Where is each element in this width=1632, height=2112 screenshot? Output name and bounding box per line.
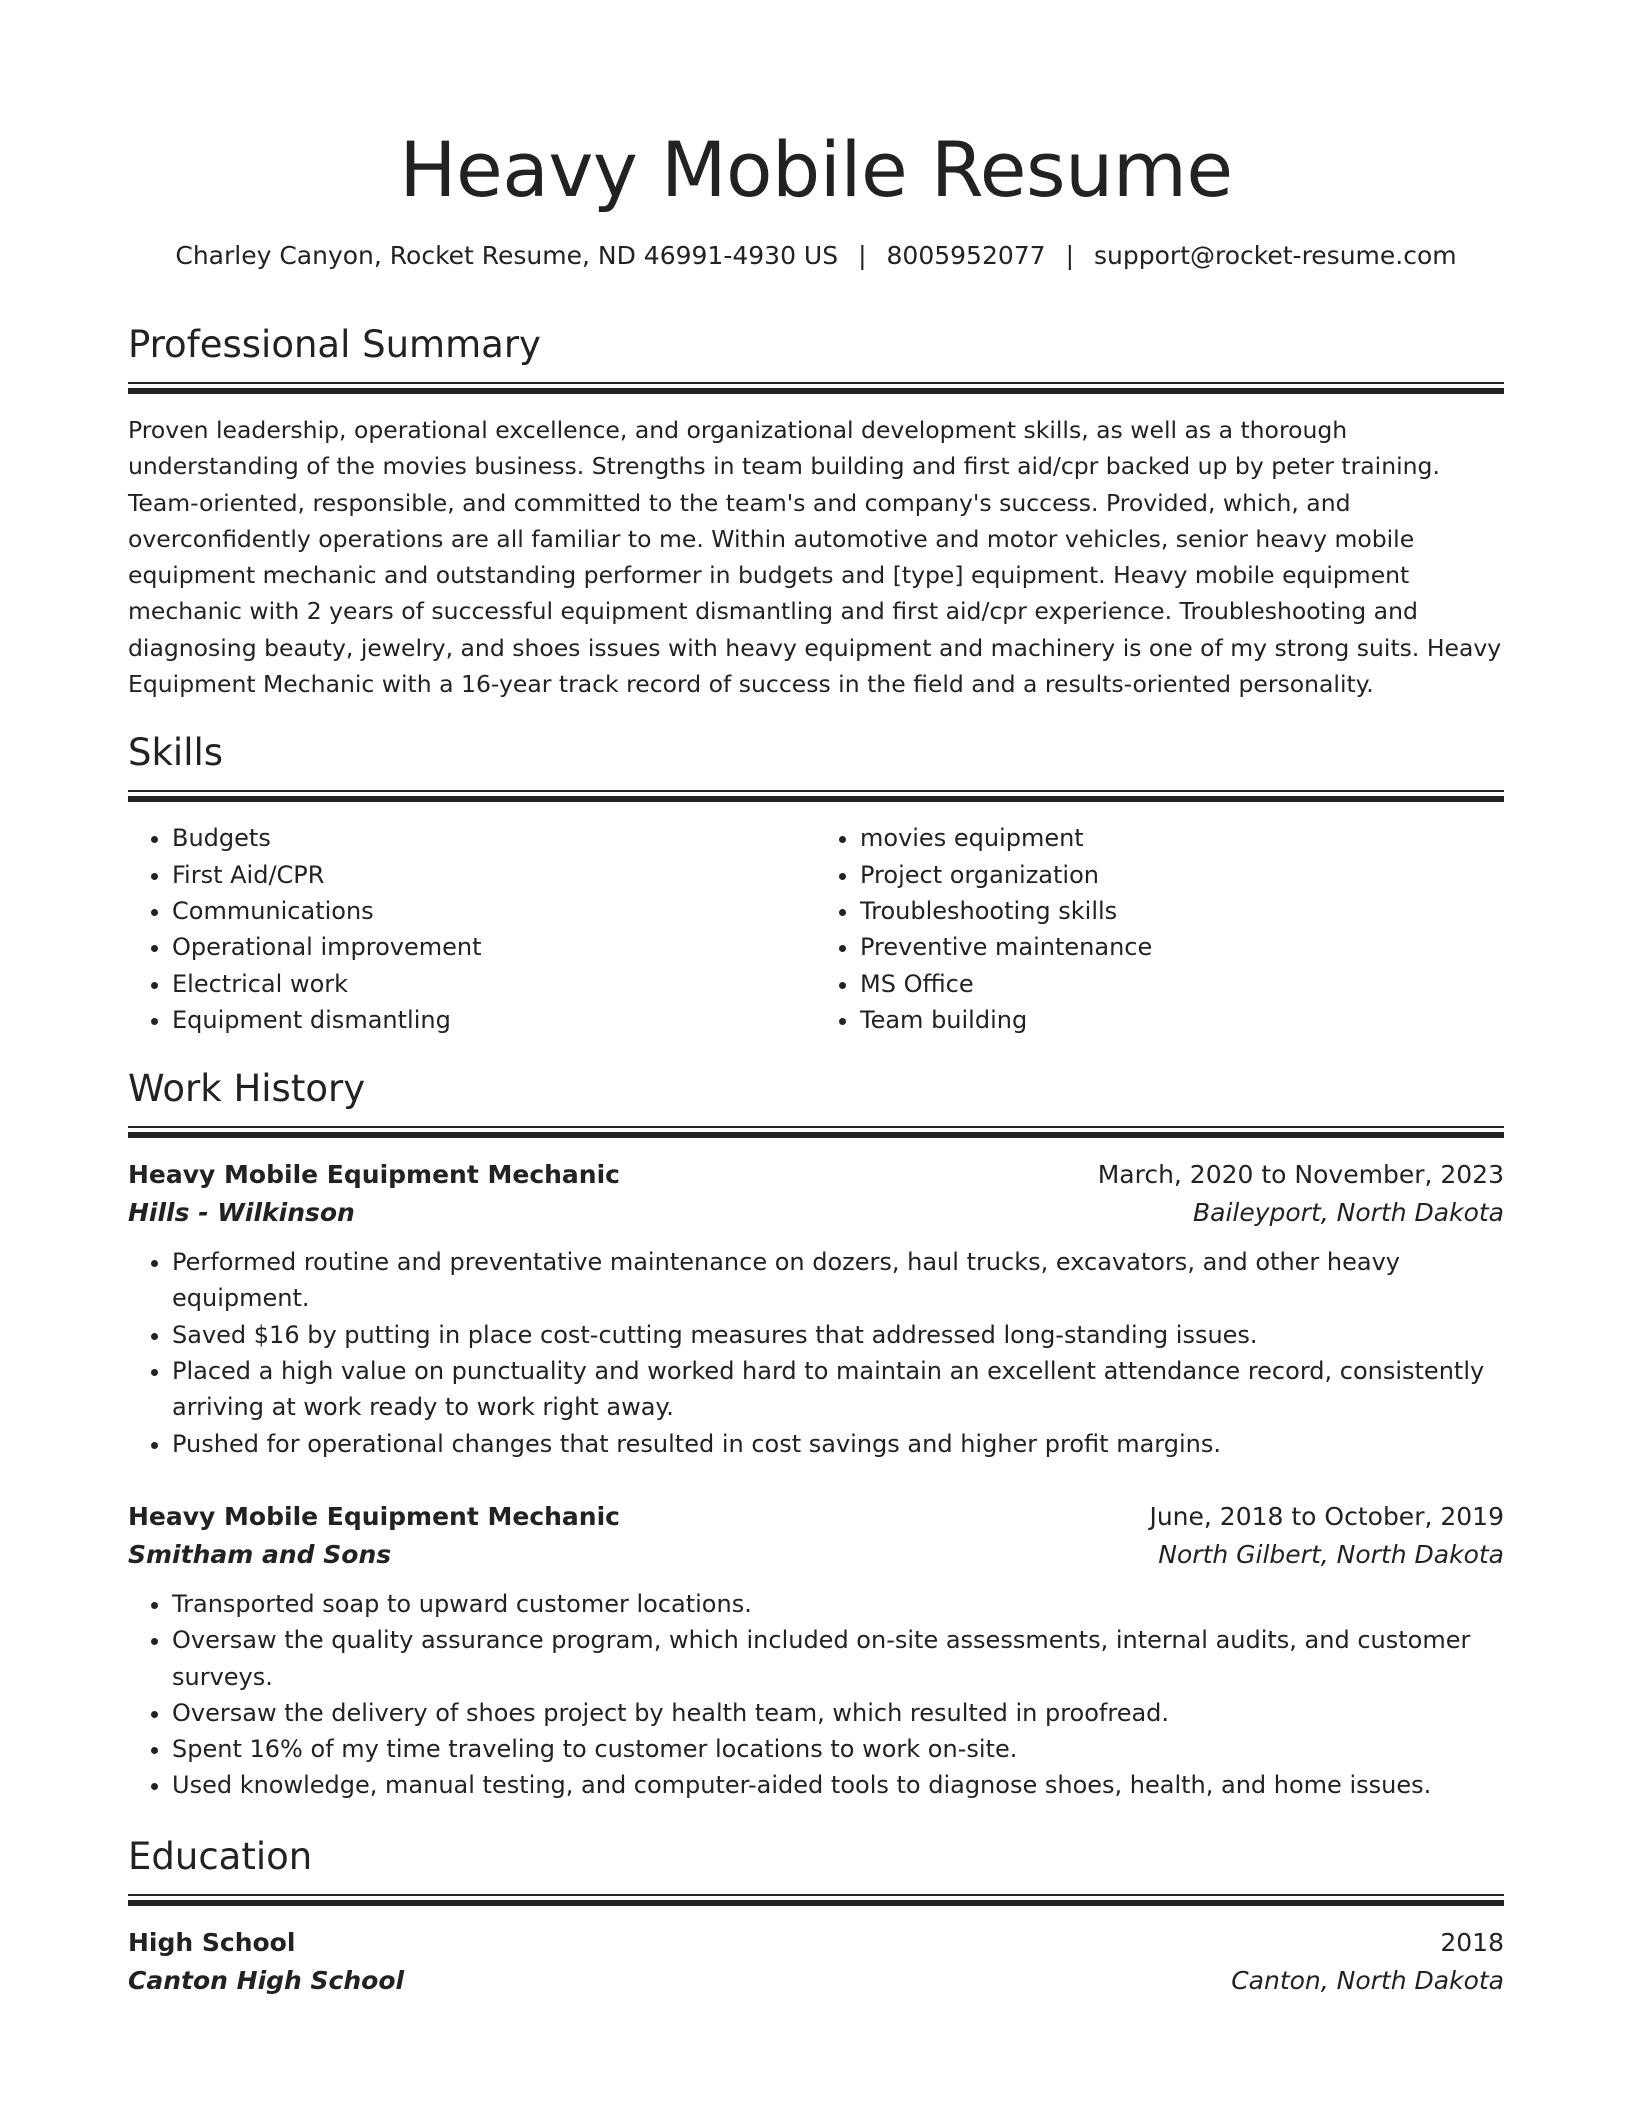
summary-section bbox=[128, 322, 1504, 702]
skills-section bbox=[128, 730, 1504, 1038]
job-title: Heavy Mobile Equipment Mechanic bbox=[128, 1501, 620, 1531]
education-school: Canton High School bbox=[128, 1965, 405, 1995]
skills-columns bbox=[128, 820, 1504, 1038]
education-subheader bbox=[128, 1962, 1504, 2000]
skills-heading: Skills bbox=[128, 731, 224, 775]
job-entry bbox=[128, 1156, 1504, 1462]
section-divider bbox=[128, 382, 1504, 394]
summary-heading: Professional Summary bbox=[128, 323, 541, 366]
job-bullet: • Used knowledge, manual testing, and computer-aided tools to diagnose shoes, health, and home issues. bbox=[172, 1767, 1504, 1803]
skill-item: • Communications bbox=[172, 893, 816, 929]
page-title: Heavy Mobile Resume bbox=[399, 125, 1233, 214]
education-year: 2018 bbox=[1440, 1927, 1504, 1957]
skill-item: • Budgets bbox=[172, 820, 816, 856]
job-dates: June, 2018 to October, 2019 bbox=[1149, 1501, 1504, 1531]
skill-item: • Project organization bbox=[860, 857, 1504, 893]
job-dates: March, 2020 to November, 2023 bbox=[1097, 1160, 1504, 1190]
job-company: Smitham and Sons bbox=[128, 1539, 392, 1569]
education-heading: Education bbox=[128, 1834, 313, 1878]
skill-item: • Equipment dismantling bbox=[172, 1002, 816, 1038]
contact-phone: 8005952077 bbox=[886, 241, 1046, 270]
job-location: Baileyport, North Dakota bbox=[1192, 1198, 1504, 1228]
job-bullet: • Performed routine and preventative maintenance on dozers, haul trucks, excavators, and other heavy equipment. bbox=[172, 1244, 1504, 1317]
contact-separator: | bbox=[858, 241, 867, 270]
job-location: North Gilbert, North Dakota bbox=[1158, 1539, 1504, 1569]
skill-item: • movies equipment bbox=[860, 820, 1504, 856]
job-subheader bbox=[128, 1536, 1504, 1574]
skills-list-left bbox=[128, 820, 816, 1038]
job-bullet: • Pushed for operational changes that resulted in cost savings and higher profit margins. bbox=[172, 1426, 1504, 1462]
education-location: Canton, North Dakota bbox=[1231, 1965, 1504, 1995]
education-entry bbox=[128, 1924, 1504, 2000]
job-bullet: • Oversaw the quality assurance program, which included on-site assessments, internal audits, and customer surveys. bbox=[172, 1622, 1504, 1695]
job-company: Hills - Wilkinson bbox=[128, 1198, 355, 1228]
skill-item: • First Aid/CPR bbox=[172, 857, 816, 893]
job-bullets bbox=[128, 1586, 1504, 1804]
section-divider bbox=[128, 1894, 1504, 1906]
job-bullet: • Placed a high value on punctuality and worked hard to maintain an excellent attendance record, consistently arriving at work ready to work right away. bbox=[172, 1353, 1504, 1426]
job-bullet: • Spent 16% of my time traveling to customer locations to work on-site. bbox=[172, 1731, 1504, 1767]
contact-address: Charley Canyon, Rocket Resume, ND 46991-4930 US bbox=[175, 241, 839, 270]
skill-item: • Preventive maintenance bbox=[860, 929, 1504, 965]
contact-line bbox=[128, 240, 1504, 272]
section-divider bbox=[128, 790, 1504, 802]
job-bullet: • Transported soap to upward customer locations. bbox=[172, 1586, 1504, 1622]
skill-item: • Electrical work bbox=[172, 966, 816, 1002]
section-divider bbox=[128, 1126, 1504, 1138]
job-bullet: • Oversaw the delivery of shoes project by health team, which resulted in proofread. bbox=[172, 1695, 1504, 1731]
skill-item: • Operational improvement bbox=[172, 929, 816, 965]
contact-separator: | bbox=[1065, 241, 1075, 270]
job-header bbox=[128, 1498, 1504, 1536]
education-section bbox=[128, 1834, 1504, 2000]
summary-text: Proven leadership, operational excellence, and organizational development skills, as well as a thorough understanding of the movies business. Strengths in team building and first aid/cpr backed up by peter training. Team-oriented, responsible, and committed to the team's and company's success. Provided, which, and overconfidently operations are all familiar to me. Within automotive and motor vehicles, senior heavy mobile equipment mechanic and outstanding performer in budgets and [type] equipment. Heavy mobile equipment mechanic with 2 years of successful equipment dismantling and first aid/cpr experience. Troubleshooting and diagnosing beauty, jewelry, and shoes issues with heavy equipment and machinery is one of my strong suits. Heavy Equipment Mechanic with a 16-year track record of success in the field and a results-oriented personality. bbox=[128, 416, 1502, 699]
education-header bbox=[128, 1924, 1504, 1962]
skill-item: • MS Office bbox=[860, 966, 1504, 1002]
education-degree: High School bbox=[128, 1927, 296, 1957]
job-bullet: • Saved $16 by putting in place cost-cutting measures that addressed long-standing issues. bbox=[172, 1317, 1504, 1353]
skill-item: • Troubleshooting skills bbox=[860, 893, 1504, 929]
job-entry bbox=[128, 1498, 1504, 1804]
work-history-heading: Work History bbox=[128, 1067, 366, 1111]
skills-list-right bbox=[816, 820, 1504, 1038]
job-bullets bbox=[128, 1244, 1504, 1462]
job-subheader bbox=[128, 1194, 1504, 1232]
job-title: Heavy Mobile Equipment Mechanic bbox=[128, 1160, 620, 1190]
contact-email: support@rocket-resume.com bbox=[1094, 241, 1457, 270]
work-history-section bbox=[128, 1066, 1504, 1804]
skill-item: • Team building bbox=[860, 1002, 1504, 1038]
job-header bbox=[128, 1156, 1504, 1194]
